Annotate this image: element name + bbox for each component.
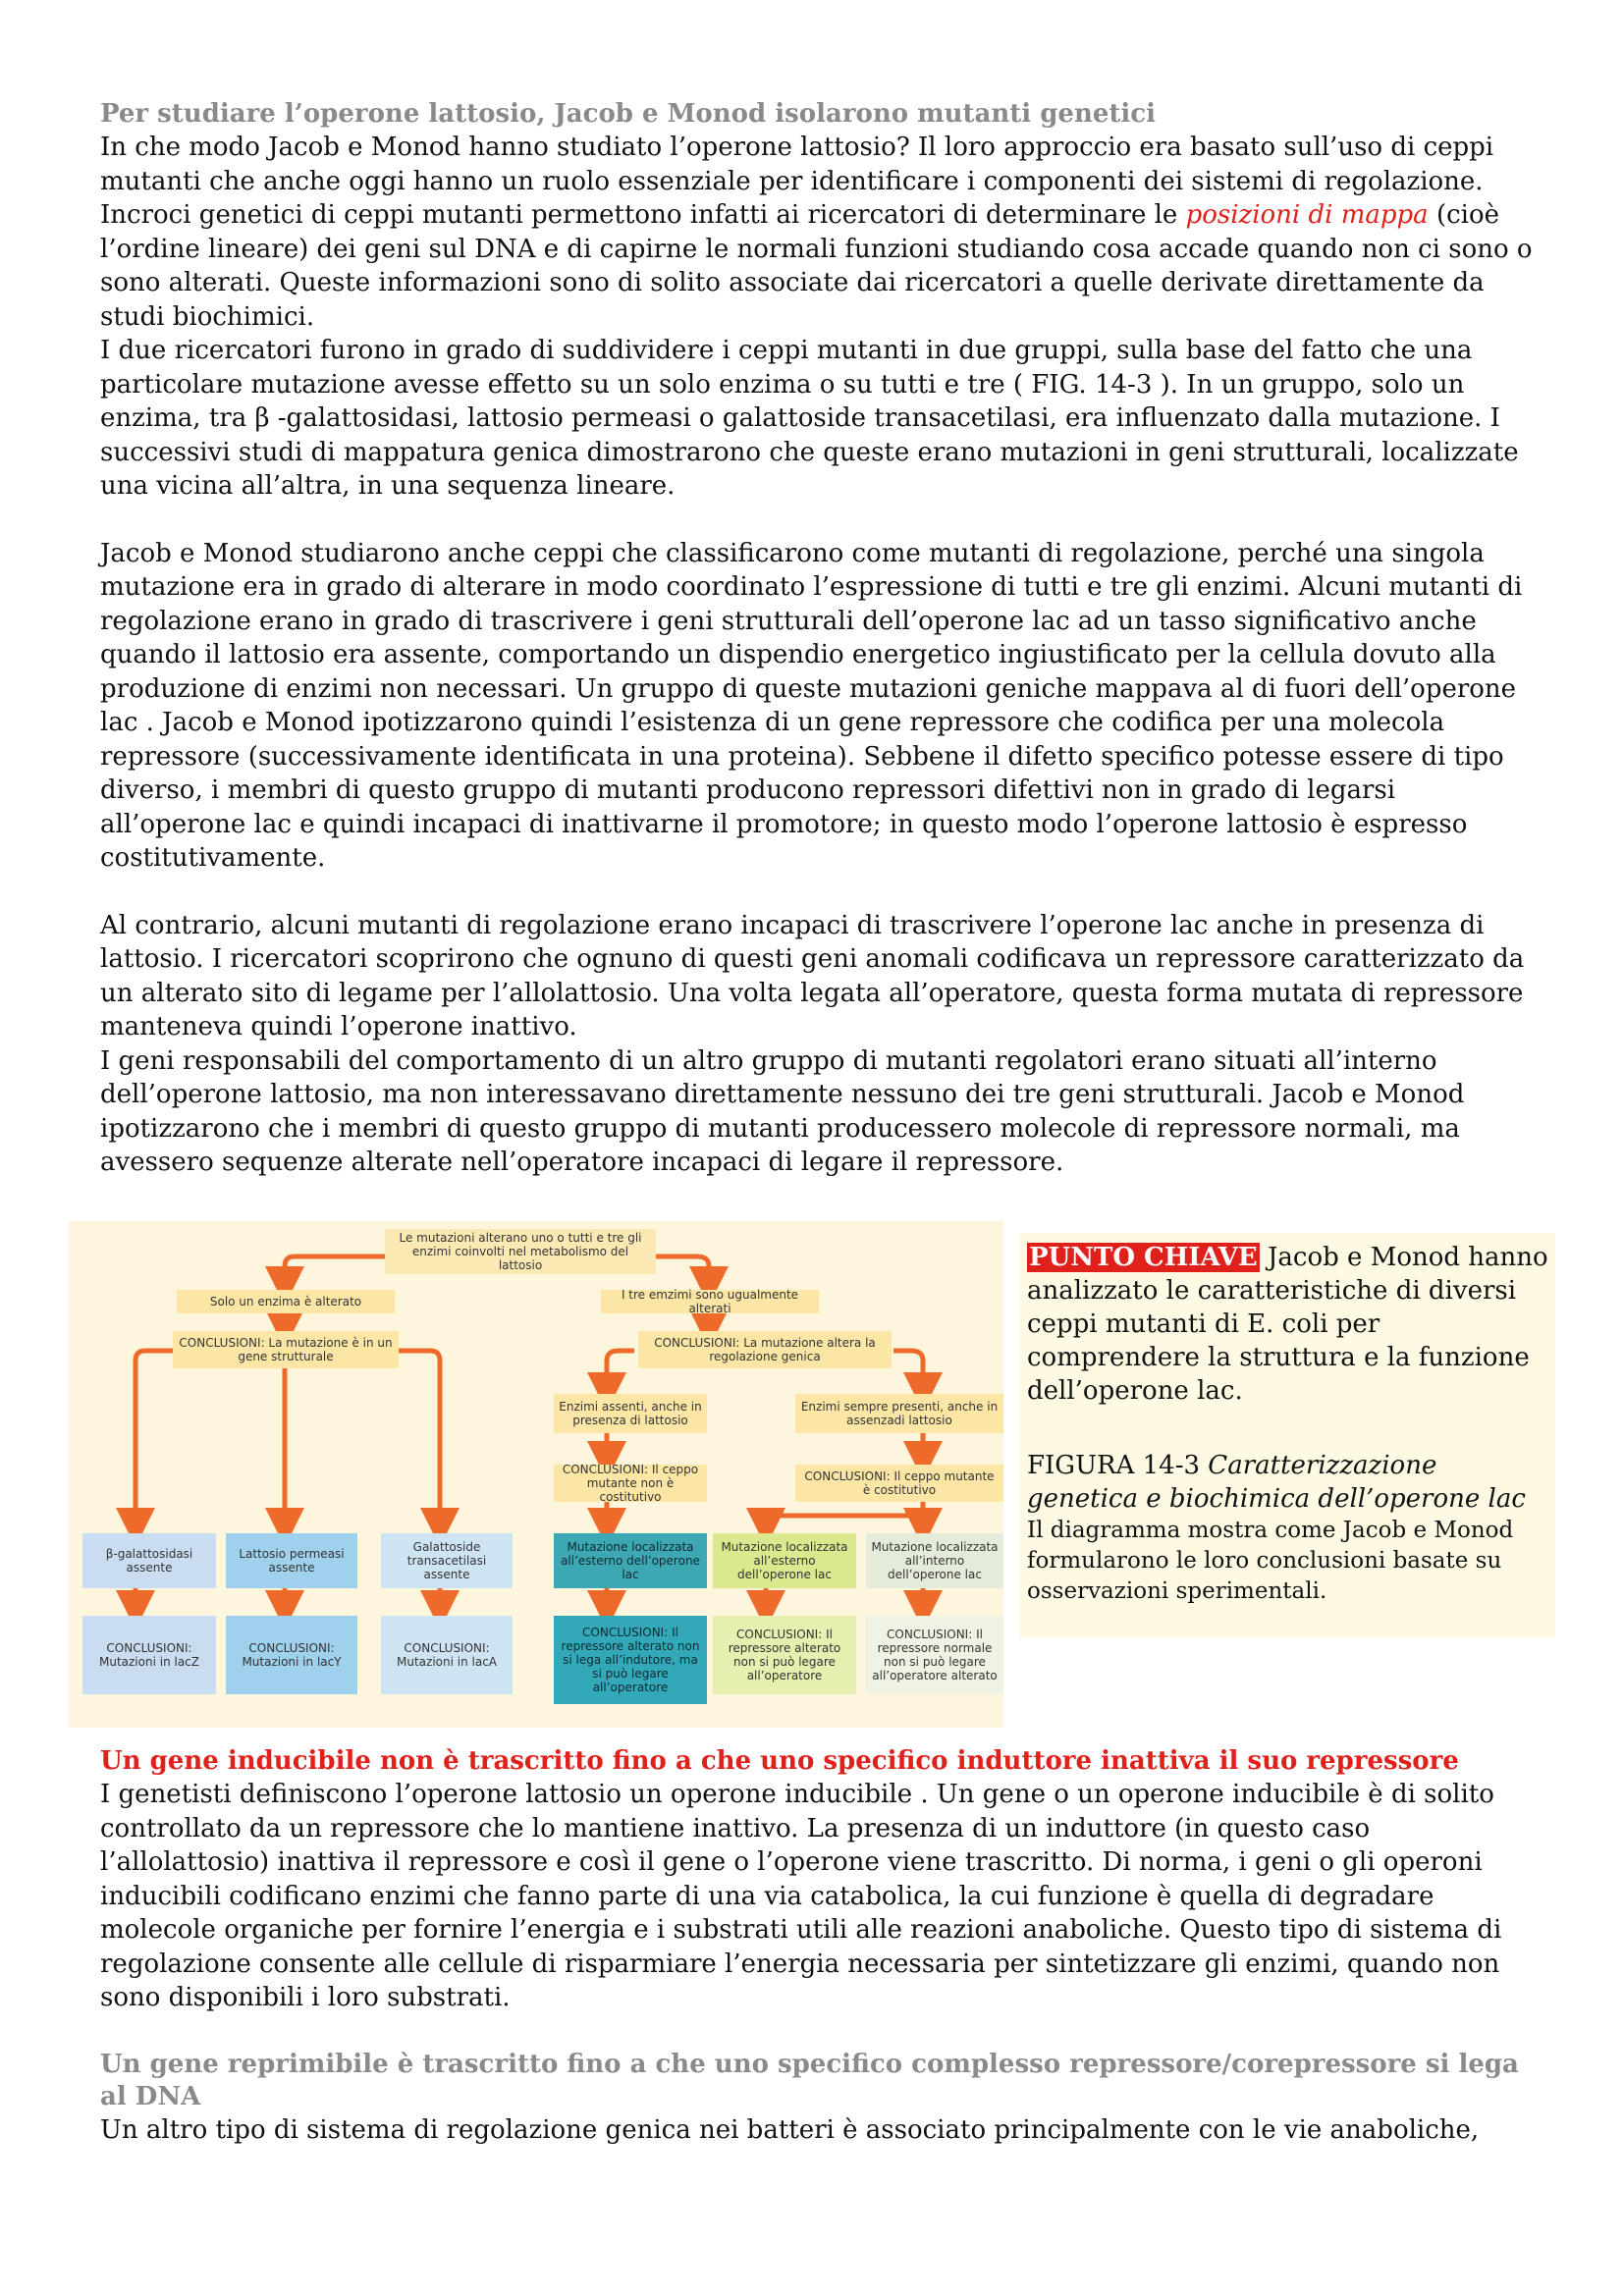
diagram-lacz-absent-box: β-galattosidasi assente: [82, 1533, 216, 1588]
diagram-lacy-conclusion: CONCLUSIONI: Mutazioni in lacY: [226, 1616, 357, 1694]
figure-description: Il diagramma mostra come Jacob e Monod formularono le loro conclusioni basate su osservazioni sperimentali.: [1027, 1518, 1514, 1604]
figure-caption-panel: [1019, 1233, 1555, 1637]
section-inducible: [100, 1745, 1534, 2147]
diagram-altered-operator-conclusion: CONCLUSIONI: Il repressore normale non si può legare all’operatore alterato: [866, 1616, 1003, 1694]
section-lac-mutants: [100, 98, 1534, 1180]
paragraph-text: (cioè l’ordine lineare) dei geni sul DNA e di capirne le normali funzioni studiando cosa accade quando non ci sono o sono alterati. Queste informazioni sono di solito associate dai ricercatori a quelle derivate direttamente da studi biochimici.: [100, 200, 1533, 332]
map-positions-link[interactable]: posizioni di mappa: [1185, 200, 1429, 230]
key-point-badge: PUNTO CHIAVE: [1029, 1243, 1258, 1272]
diagram-top-box: Le mutazioni alterano uno o tutti e tre gli enzimi coinvolti nel metabolismo del lattosio: [385, 1229, 656, 1274]
diagram-inducer-conclusion: CONCLUSIONI: Il repressore alterato non si lega all’indutore, ma si può legare all’operatore: [554, 1616, 707, 1704]
figure-14-3: [69, 1221, 1551, 1732]
diagram-three-enzymes-box: I tre emzimi sono ugualmente alterati: [601, 1290, 819, 1313]
diagram-one-enzyme-box: Solo un enzima è alterato: [177, 1290, 395, 1313]
flow-diagram: [69, 1221, 1003, 1728]
diagram-laca-conclusion: CONCLUSIONI: Mutazioni in lacA: [381, 1616, 513, 1694]
key-point: [1027, 1241, 1549, 1408]
diagram-inside-operon-box: Mutazione localizzata all’interno dell’operone lac: [866, 1533, 1003, 1588]
diagram-lacy-absent-box: Lattosio permeasi assente: [226, 1533, 357, 1588]
paragraph: I due ricercatori furono in grado di suddividere i ceppi mutanti in due gruppi, sulla base del fatto che una particolare mutazione avesse effetto su un solo enzima o su tutti e tre ( FIG. 14-3 ). In un gruppo, solo un enzima, tra β -galattosidasi, lattosio permeasi o galattoside transacetilasi, era influenzato dalla mutazione. I successivi studi di mappatura genica dimostrarono che queste erano mutazioni in geni strutturali, localizzate una vicina all’altra, in una sequenza lineare.: [100, 336, 1519, 501]
diagram-enzymes-absent-box: Enzimi assenti, anche in presenza di lattosio: [554, 1394, 707, 1433]
paragraph: I geni responsabili del comportamento di un altro gruppo di mutanti regolatori erano situati all’interno dell’operone lattosio, ma non interessavano direttamente nessuno dei tre geni strutturali. Jacob e Monod ipotizzarono che i membri di questo gruppo di mutanti producessero molecole di repressore normali, ma avessero sequenze alterate nell’operatore incapaci di legare il repressore.: [100, 1045, 1465, 1177]
paragraph: [100, 131, 1534, 334]
paragraph: Al contrario, alcuni mutanti di regolazione erano incapaci di trascrivere l’operone lac anche in presenza di lattosio. I ricercatori scoprirono che ognuno di questi geni anomali codificava un repressore caratterizzato da un alterato sito di legame per l’allolattosio. Una volta legata all’operatore, questa forma mutata di repressore manteneva quindi l’operone inattivo.: [100, 910, 1525, 1041]
paragraph-text: In che modo Jacob e Monod hanno studiato l’operone lattosio? Il loro approccio era basato sull’uso di ceppi mutanti che anche oggi hanno un ruolo essenziale per identificare i componenti dei sistemi di regolazione. Incroci genetici di ceppi mutanti permettono infatti ai ricercatori di determinare le: [100, 133, 1494, 230]
diagram-outside-operon-box-2: Mutazione localizzata all’esterno dell’operone lac: [713, 1533, 856, 1588]
section-heading: Per studiare l’operone lattosio, Jacob e Monod isolarono mutanti genetici: [100, 99, 1157, 129]
diagram-laca-absent-box: Galattoside transacetilasi assente: [381, 1533, 513, 1588]
diagram-not-constitutive-box: CONCLUSIONI: Il ceppo mutante non è costitutivo: [554, 1465, 707, 1502]
diagram-structural-conclusion: CONCLUSIONI: La mutazione è in un gene strutturale: [173, 1331, 399, 1368]
figure-title-text: Caratterizzazione genetica e biochimica dell’operone lac: [1027, 1451, 1526, 1514]
figure-title: [1027, 1449, 1549, 1516]
diagram-constitutive-box: CONCLUSIONI: Il ceppo mutante è costitutivo: [795, 1465, 1003, 1502]
diagram-enzymes-present-box: Enzimi sempre presenti, anche in assenzadi lattosio: [795, 1394, 1003, 1433]
paragraph: Un altro tipo di sistema di regolazione genica nei batteri è associato principalmente con le vie anaboliche,: [100, 2114, 1480, 2145]
figure-label: FIGURA 14-3: [1027, 1451, 1209, 1480]
diagram-regulation-conclusion: CONCLUSIONI: La mutazione altera la regolazione genica: [638, 1331, 892, 1368]
section-heading: Un gene inducibile non è trascritto fino a che uno specifico induttore inattiva il suo repressore: [100, 1746, 1459, 1776]
section-heading: Un gene reprimibile è trascritto fino a che uno specifico complesso repressore/corepressore si lega al DNA: [100, 2049, 1519, 2111]
key-point-text: Jacob e Monod hanno analizzato le caratteristiche di diversi ceppi mutanti di E. coli per comprendere la struttura e la funzione dell’operone lac.: [1027, 1243, 1548, 1406]
diagram-outside-operon-box-1: Mutazione localizzata all’esterno dell’operone lac: [554, 1533, 707, 1588]
diagram-no-bind-conclusion: CONCLUSIONI: Il repressore alterato non si può legare all’operatore: [713, 1616, 856, 1694]
diagram-lacz-conclusion: CONCLUSIONI: Mutazioni in lacZ: [82, 1616, 216, 1694]
paragraph: Jacob e Monod studiarono anche ceppi che classificarono come mutanti di regolazione, perché una singola mutazione era in grado di alterare in modo coordinato l’espressione di tutti e tre gli enzimi. Alcuni mutanti di regolazione erano in grado di trascrivere i geni strutturali dell’operone lac ad un tasso significativo anche quando il lattosio era assente, comportando un dispendio energetico ingiustificato per la cellula dovuto alla produzione di enzimi non necessari. Un gruppo di queste mutazioni geniche mappava al di fuori dell’operone lac . Jacob e Monod ipotizzarono quindi l’esistenza di un gene repressore che codifica per una molecola repressore (successivamente identificata in una proteina). Sebbene il difetto specifico potesse essere di tipo diverso, i membri di questo gruppo di mutanti producono repressori difettivi non in grado di legarsi all’operone lac e quindi incapaci di inattivarne il promotore; in questo modo l’operone lattosio è espresso costitutivamente.: [100, 538, 1523, 873]
paragraph: I genetisti definiscono l’operone lattosio un operone inducibile . Un gene o un operone inducibile è di solito controllato da un repressore che lo mantiene inattivo. La presenza di un induttore (in questo caso l’allolattosio) inattiva il repressore e così il gene o l’operone viene trascritto. Di norma, i geni o gli operoni inducibili codificano enzimi che fanno parte di una via catabolica, la cui funzione è quella di degradare molecole organiche per fornire l’energia e i substrati utili alle reazioni anaboliche. Questo tipo di sistema di regolazione consente alle cellule di risparmiare l’energia necessaria per sintetizzare gli enzimi, quando non sono disponibili i loro substrati.: [100, 1780, 1502, 2012]
